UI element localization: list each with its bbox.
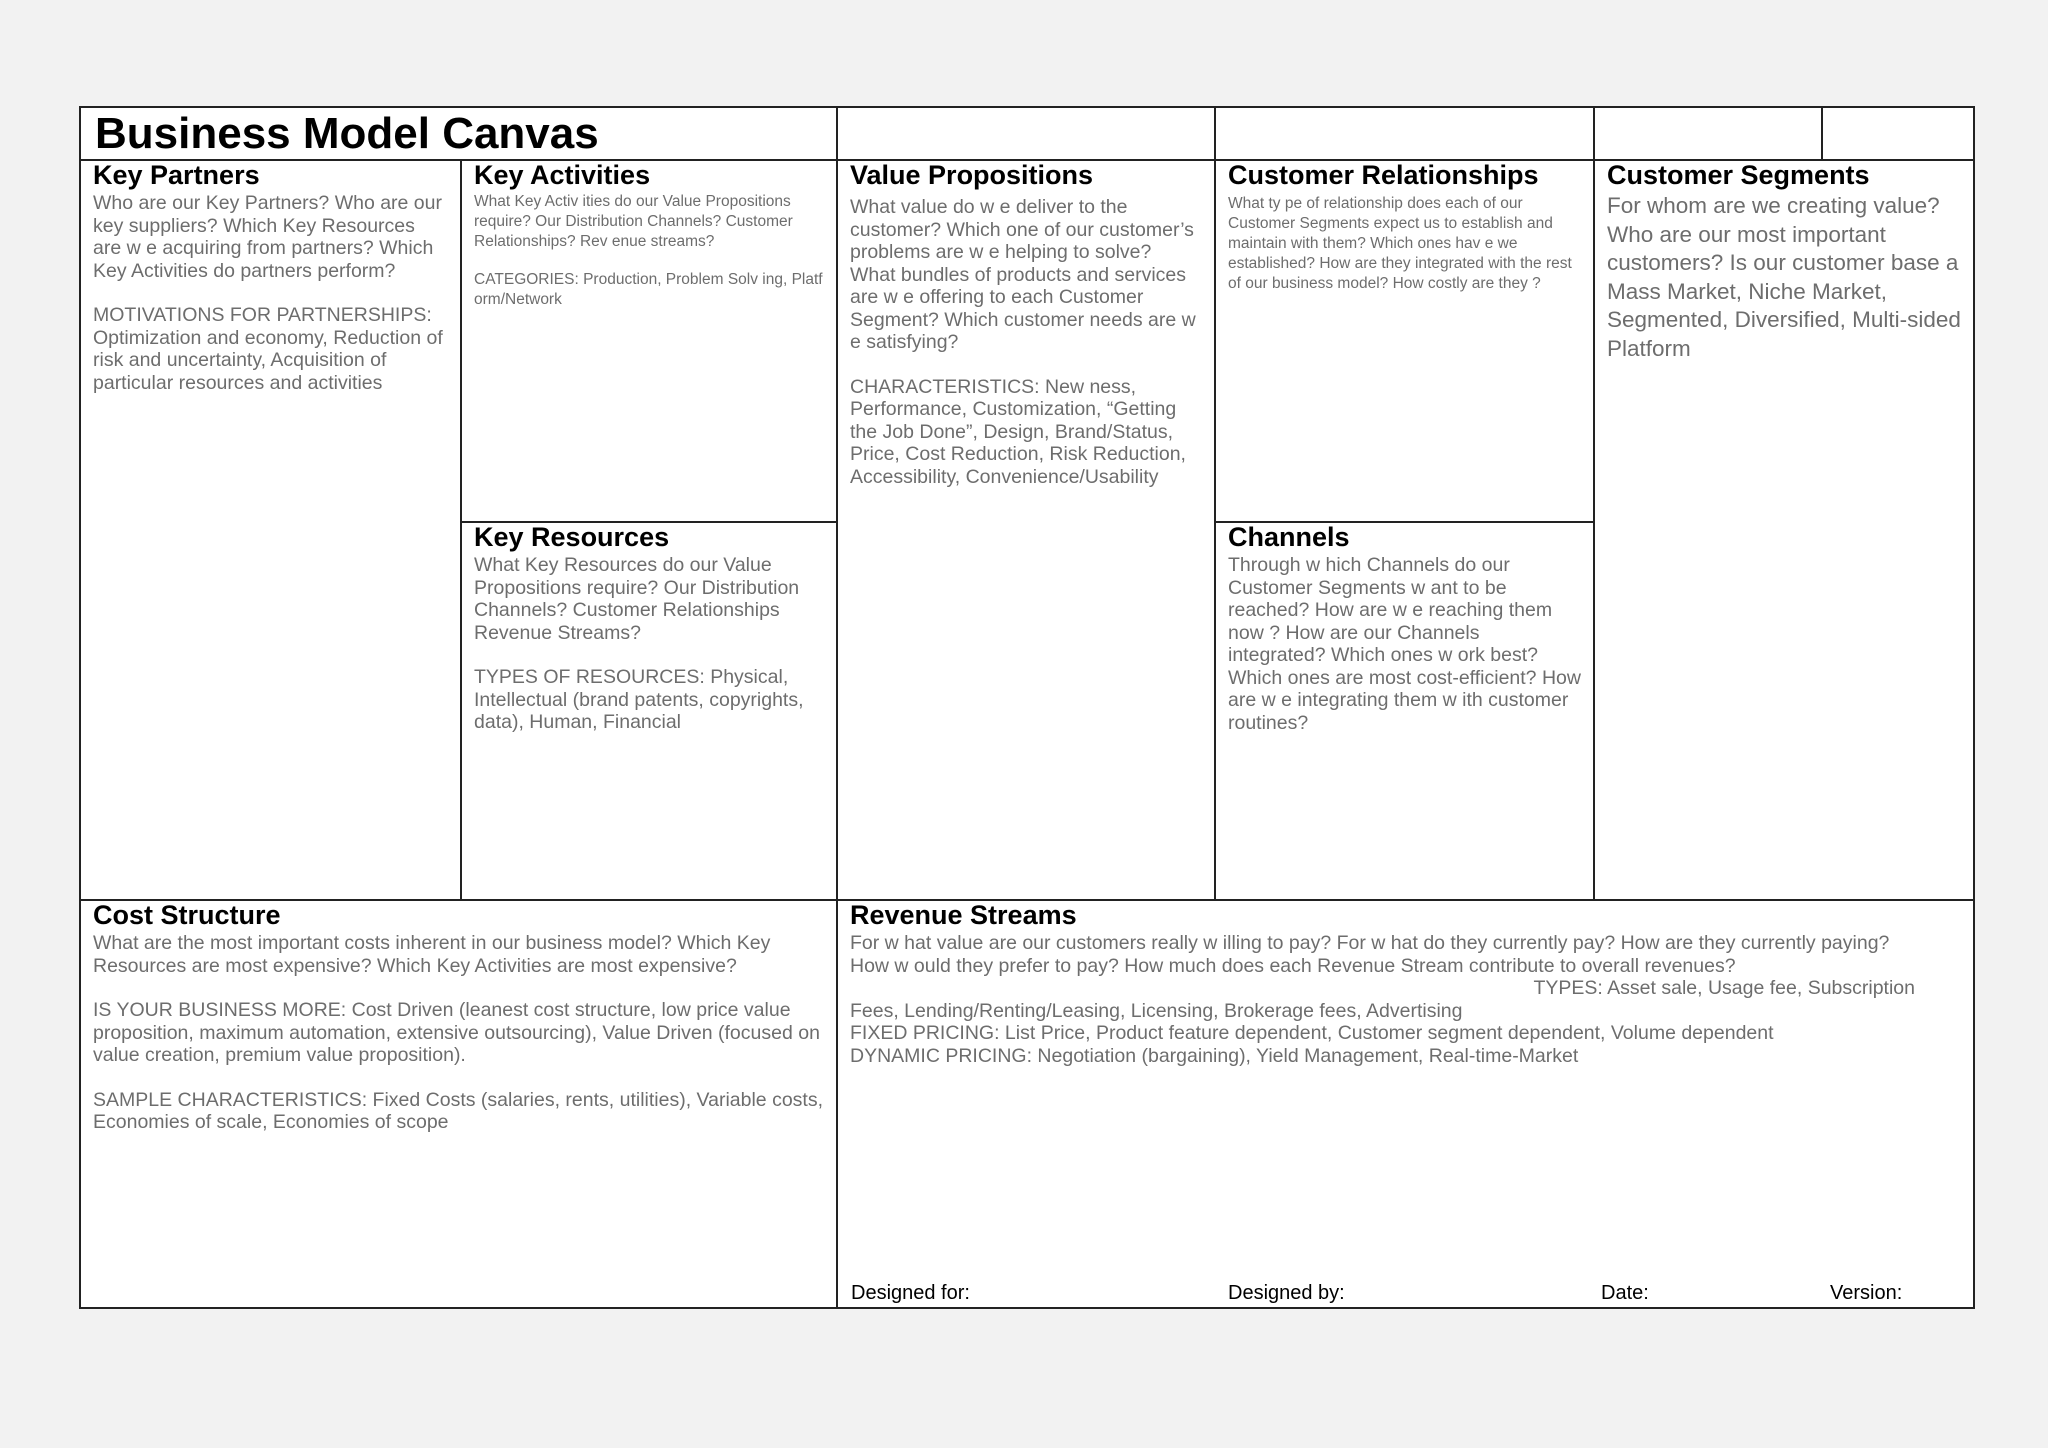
date-label: Date:	[1601, 1282, 1649, 1304]
value-propositions-text: What value do w e deliver to the customer? Which one of our customer’s problems are w e helping to solve? What bundles of products and services are w e offering to each Customer Segment? Which customer needs are w e satisfying?	[850, 196, 1196, 353]
revenue-streams-block	[838, 901, 1973, 1307]
customer-segments-title: Customer Segments	[1607, 161, 1870, 190]
designed-for-label: Designed for:	[851, 1282, 970, 1304]
customer-relationships-text: What ty pe of relationship does each of our Customer Segments expect us to establish and maintain with them? Which ones hav e we established? How are they integrated with the rest of our business model? How costly are they ?	[1228, 195, 1572, 292]
key-partners-block	[81, 161, 460, 899]
key-resources-text: What Key Resources do our Value Propositions require? Our Distribution Channels? Customer Relationships Revenue Streams?	[474, 554, 800, 644]
cost-structure-text: What are the most important costs inherent in our business model? Which Key Resources are most expensive? Which Key Activities are most expensive?	[93, 932, 771, 977]
key-activities-text: What Key Activ ities do our Value Propositions require? Our Distribution Channels? Customer Relationships? Rev enue streams?	[474, 193, 793, 250]
cost-structure-sample: SAMPLE CHARACTERISTICS: Fixed Costs (salaries, rents, utilities), Variable costs, Economies of scale, Economies of scope	[93, 1088, 824, 1133]
value-propositions-block	[838, 161, 1214, 899]
business-model-canvas	[79, 106, 1975, 1309]
revenue-streams-title: Revenue Streams	[850, 901, 1077, 930]
value-propositions-characteristics: CHARACTERISTICS: New ness, Performance, Customization, “Getting the Job Done”, Design, Brand/Status, Price, Cost Reduction, Risk Reduction, Accessibility, Convenience/Usability	[850, 375, 1186, 488]
key-activities-title: Key Activities	[474, 161, 651, 190]
key-activities-block	[462, 161, 836, 521]
channels-block	[1216, 523, 1593, 899]
revenue-streams-types-line: TYPES: Asset sale, Usage fee, Subscription	[1533, 977, 1915, 999]
key-partners-title: Key Partners	[93, 161, 260, 190]
key-resources-block	[462, 523, 836, 899]
version-label: Version:	[1830, 1282, 1903, 1304]
date-divider	[1821, 108, 1823, 159]
designed-by-label: Designed by:	[1228, 1282, 1345, 1304]
cost-structure-block	[81, 901, 836, 1307]
key-partners-motivations: MOTIVATIONS FOR PARTNERSHIPS: Optimization and economy, Reduction of risk and uncertainty, Acquisition of particular resources and activities	[93, 304, 443, 394]
revenue-streams-fixed-pricing: FIXED PRICING: List Price, Product feature dependent, Customer segment dependent, Volume dependent	[850, 1022, 1774, 1044]
customer-relationships-block	[1216, 161, 1593, 521]
customer-segments-block	[1595, 161, 1973, 899]
customer-segments-text: For whom are we creating value? Who are our most important customers? Is our customer base a Mass Market, Niche Market, Segmented, Diversified, Multi-sided Platform	[1607, 193, 1961, 361]
customer-relationships-title: Customer Relationships	[1228, 161, 1539, 190]
channels-text: Through w hich Channels do our Customer Segments w ant to be reached? How are w e reaching them now ? How are our Channels integrated? Which ones w ork best? Which ones are most cost-efficient? How are w e integrating them w ith customer routines?	[1228, 554, 1581, 734]
revenue-streams-dynamic-pricing: DYNAMIC PRICING: Negotiation (bargaining), Yield Management, Real-time-Market	[850, 1044, 1579, 1067]
channels-title: Channels	[1228, 523, 1350, 552]
revenue-streams-types-rest: Fees, Lending/Renting/Leasing, Licensing, Brokerage fees, Advertising	[850, 999, 1463, 1022]
cost-structure-title: Cost Structure	[93, 901, 281, 930]
key-resources-types: TYPES OF RESOURCES: Physical, Intellectual (brand patents, copyrights, data), Human, Financial	[474, 666, 804, 733]
revenue-streams-text: For w hat value are our customers really w illing to pay? For w hat do they currently pay? How are they currently paying? How w ould they prefer to pay? How much does each Revenue Stream contribute to overall revenues?	[850, 932, 1890, 977]
cost-structure-more: IS YOUR BUSINESS MORE: Cost Driven (leanest cost structure, low price value proposition, maximum automation, extensive outsourcing), Value Driven (focused on value creation, premium value proposition).	[93, 999, 820, 1066]
key-activities-categories: CATEGORIES: Production, Problem Solv ing, Platf orm/Network	[474, 271, 823, 308]
key-partners-text: Who are our Key Partners? Who are our key suppliers? Which Key Resources are w e acquiring from partners? Which Key Activities do partners perform?	[93, 192, 442, 282]
canvas-title: Business Model Canvas	[95, 109, 599, 158]
value-propositions-title: Value Propositions	[850, 161, 1094, 190]
key-resources-title: Key Resources	[474, 523, 670, 552]
